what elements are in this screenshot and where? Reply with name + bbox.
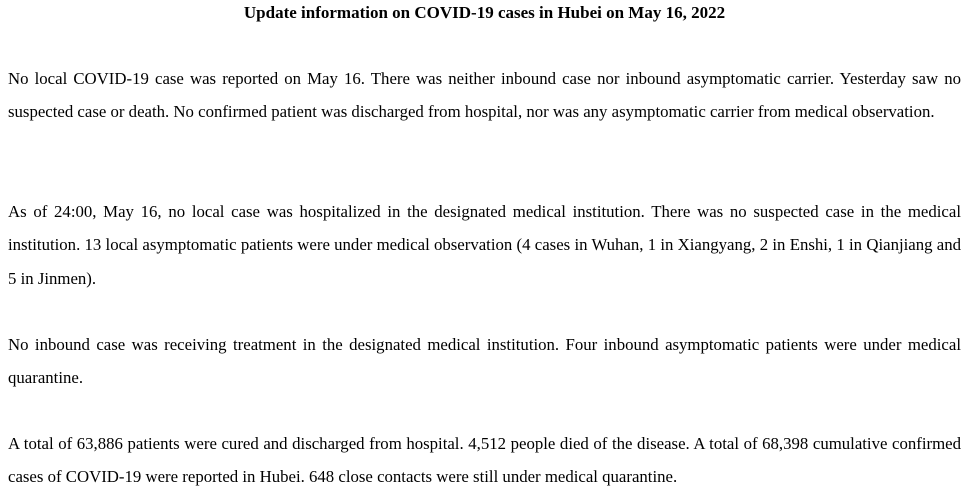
paragraph-cumulative-totals: A total of 63,886 patients were cured and discharged from hospital. 4,512 people died of the disease. A total of 68,398 cumulative confirmed cases of COVID-19 were reported in Hubei. 648 close contacts were still under medical quarantine. [8,434,961,487]
paragraph-hospitalized: As of 24:00, May 16, no local case was hospitalized in the designated medical institution. There was no suspected case in the medical institution. 13 local asymptomatic patients were under medical observation (4 cases in Wuhan, 1 in Xiangyang, 2 in Enshi, 1 in Qianjiang and 5 in Jinmen). [8,202,961,288]
paragraph-reported-cases: No local COVID-19 case was reported on May 16. There was neither inbound case nor inbound asymptomatic carrier. Yesterday saw no suspected case or death. No confirmed patient was discharged from hospital, nor was any asymptomatic carrier from medical observation. [8,69,961,122]
page-title: Update information on COVID-19 cases in Hubei on May 16, 2022 [243,3,726,22]
paragraph-inbound: No inbound case was receiving treatment in the designated medical institution. Four inbound asymptomatic patients were under medical quarantine. [8,335,961,388]
document [8,0,961,487]
